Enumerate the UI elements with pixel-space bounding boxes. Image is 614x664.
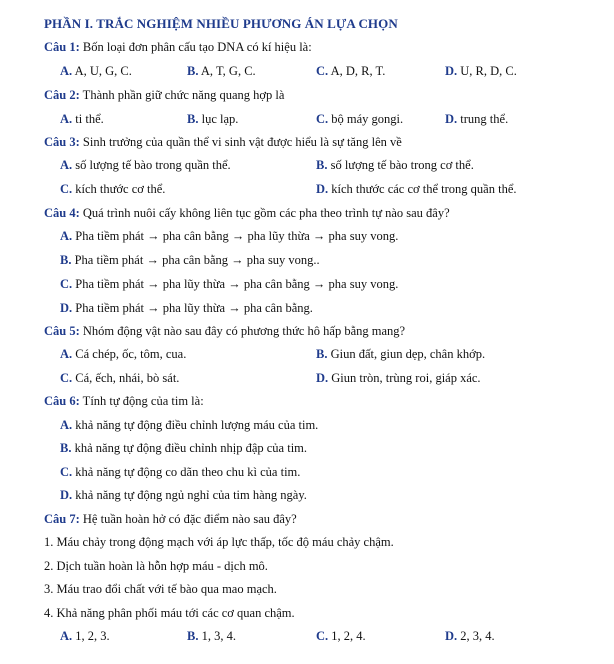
question-number: Câu 4: [44,206,80,220]
option-a: A. Cá chép, ốc, tôm, cua. [60,347,187,361]
option-b: B. Giun đất, giun dẹp, chân khớp. [316,347,486,361]
option-a: A. số lượng tế bào trong quần thể. [60,158,231,172]
option-d: D. trung thể. [445,112,509,126]
option-a: A. khả năng tự động điều chỉnh lượng máu của tim. [60,418,319,432]
question-text: Bốn loại đơn phân cấu tạo DNA có kí hiệu là: [79,40,312,54]
option-d: D. kích thước các cơ thể trong quần thể. [316,182,517,196]
question-text: Thành phần giữ chức năng quang hợp là [79,88,285,102]
option-b: B. lục lạp. [187,112,239,126]
option-d: D. U, R, D, C. [445,64,517,78]
question-number: Câu 1: [44,40,80,54]
option-b: B. số lượng tế bào trong cơ thể. [316,158,474,172]
statement-2: 2. Dịch tuần hoàn là hỗn hợp máu - dịch mô. [44,559,268,573]
option-d: D. Giun tròn, trùng roi, giáp xác. [316,371,481,385]
option-c: C. bộ máy gongi. [316,112,404,126]
option-c: C. 1, 2, 4. [316,629,366,643]
question-4 [44,206,450,221]
option-a: A. 1, 2, 3. [60,629,110,643]
question-text: Quá trình nuôi cấy không liên tục gồm các pha theo trình tự nào sau đây? [79,206,450,220]
statement-4: 4. Khả năng phân phối máu tới các cơ quan chậm. [44,606,295,620]
option-a: A. ti thể. [60,112,104,126]
option-c: C. Pha tiềm phát → pha lũy thừa → pha cân bằng → pha suy vong. [60,277,399,291]
question-text: Sinh trưởng của quần thể vi sinh vật được hiểu là sự tăng lên về [79,135,402,149]
option-a: A. A, U, G, C. [60,64,132,78]
question-3 [44,135,402,150]
statement-3: 3. Máu trao đổi chất với tế bào qua mao mạch. [44,582,277,596]
statement-1: 1. Máu chảy trong động mạch với áp lực thấp, tốc độ máu chảy chậm. [44,535,394,549]
option-c: C. Cá, ếch, nhái, bò sát. [60,371,180,385]
option-b: B. khả năng tự động điều chỉnh nhịp đập của tim. [60,441,308,455]
question-5 [44,324,405,339]
question-text: Nhóm động vật nào sau đây có phương thức hô hấp bằng mang? [79,324,406,338]
option-c: C. A, D, R, T. [316,64,386,78]
option-d: D. Pha tiềm phát → pha lũy thừa → pha cân bằng. [60,301,313,315]
option-b: B. Pha tiềm phát → pha cân bằng → pha suy vong.. [60,253,320,267]
option-d: D. khả năng tự động ngủ nghỉ của tim hàng ngày. [60,488,307,502]
option-c: C. khả năng tự động co dãn theo chu kì của tim. [60,465,301,479]
question-number: Câu 2: [44,88,80,102]
question-number: Câu 3: [44,135,80,149]
question-number: Câu 6: [44,394,80,408]
question-number: Câu 5: [44,324,80,338]
option-c: C. kích thước cơ thể. [60,182,166,196]
option-a: A. Pha tiềm phát → pha cân bằng → pha lũy thừa → pha suy vong. [60,229,399,243]
question-number: Câu 7: [44,512,80,526]
option-d: D. 2, 3, 4. [445,629,495,643]
question-7 [44,512,297,527]
question-text: Tính tự động của tim là: [79,394,204,408]
section-title: PHẦN I. TRẮC NGHIỆM NHIỀU PHƯƠNG ÁN LỰA CHỌN [44,16,398,31]
question-2 [44,88,284,103]
question-text: Hệ tuần hoàn hở có đặc điểm nào sau đây? [79,512,297,526]
question-1 [44,40,312,55]
option-b: B. A, T, G, C. [187,64,256,78]
question-6 [44,394,204,409]
option-b: B. 1, 3, 4. [187,629,236,643]
